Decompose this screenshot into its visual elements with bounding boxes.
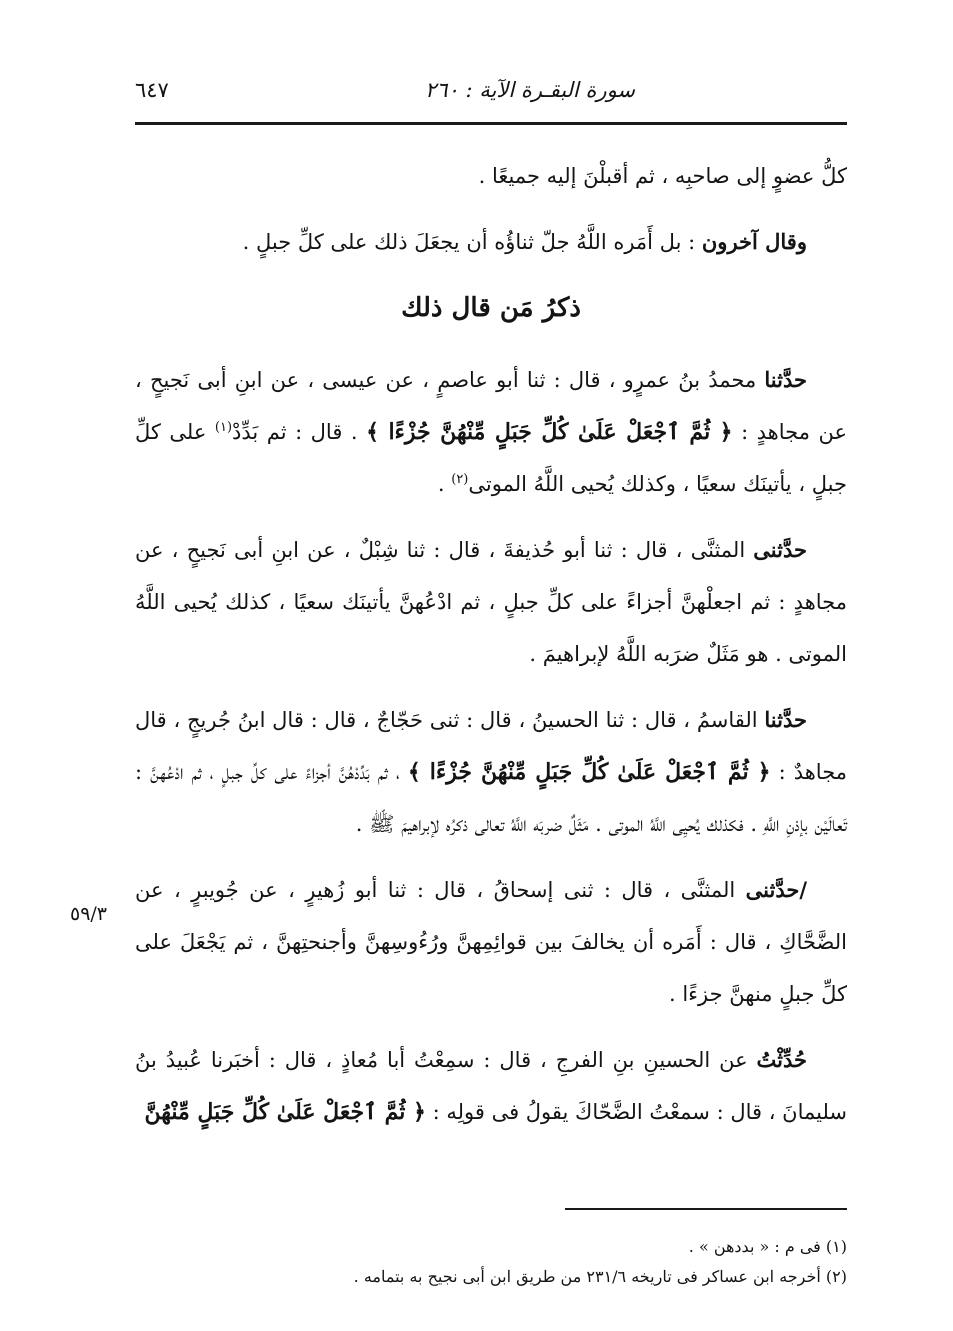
paragraph: [135, 150, 847, 202]
quran-verse: ﴿ ثُمَّ ٱجْعَلْ عَلَىٰ كُلِّ جَبَلٍ مِّنْهُنَّ جُزْءًا ﴾: [407, 759, 771, 785]
text-segment: المثنَّى ، قال : ثنا أبو حُذيفةَ ، قال : ثنا شِبْلٌ ، عن ابنِ أبى نَجيحٍ ، عن مجاهدٍ : ثم اجعلْهنَّ أجزاءً على كلِّ جبلٍ ، ثم ادْعُهنَّ يأتينَك سعيًا ، كذلك يُحيى اللَّهُ الموتى . هو مَثَلٌ ضرَبه اللَّهُ لإبراهيمَ .: [135, 538, 847, 666]
narration-keyword: /حدَّثنى: [745, 877, 807, 902]
text-segment: .: [437, 472, 452, 496]
footnote-2: (٢) أخرجه ابن عساكر فى تاريخه ٢٣١/٦ من طريق ابن أبى نجيح به بتمامه .: [353, 1267, 847, 1286]
footnote-reference: (١): [214, 420, 233, 435]
text-segment: محمدُ بنُ عمرٍو ، قال : ثنا أبو عاصمٍ ، عن عيسى ، عن ابنِ أبى نَجيحٍ ، عن مجاهدٍ :: [135, 368, 847, 444]
paragraph: [135, 864, 847, 1020]
quran-verse: ﴿ ثُمَّ ٱجْعَلْ عَلَىٰ كُلِّ جَبَلٍ مِّنْهُنَّ: [144, 1099, 426, 1125]
section-heading: [135, 282, 847, 334]
paragraph: [135, 216, 847, 268]
text-segment: كلُّ عضوٍ إلى صاحبِه ، ثم أقبلْنَ إليه جميعًا .: [478, 164, 847, 188]
page-header: [135, 66, 847, 116]
text-segment: : بل أَمَره اللَّهُ جلّ ثناؤُه أن يجعَلَ ذلك على كلِّ جبلٍ .: [242, 230, 702, 254]
narration-keyword: حدَّثنا: [764, 707, 807, 732]
quran-verse: ﴿ ثُمَّ ٱجْعَلْ عَلَىٰ كُلِّ جَبَلٍ مِّنْهُنَّ جُزْءًا ﴾: [366, 419, 733, 445]
body-text: [135, 150, 847, 1152]
footnotes: [135, 1232, 847, 1292]
footnote-rule: [565, 1208, 847, 1210]
text-segment: القاسمُ ، قال : ثنا الحسينُ ، قال : ثنى حَجّاجٌ ، قال : قال ابنُ جُريجٍ ، قال مجاهدٌ :: [135, 708, 847, 784]
text-segment: عن الحسينِ بنِ الفرجِ ، قال : سمِعْتُ أبا مُعاذٍ ، قال : أخبَرنا عُبيدُ بنُ سليمانَ ، قال : سمعْتُ الضَّحّاكَ يقولُ فى قولِه :: [135, 1048, 847, 1124]
narration-keyword: حُدِّثْتُ: [756, 1047, 807, 1072]
narration-keyword: حدَّثنا: [764, 367, 807, 392]
text-segment: ذكرُ مَن قال ذلك: [401, 293, 581, 323]
paragraph: [135, 694, 847, 850]
narration-keyword: وقال آخرون: [701, 229, 807, 254]
text-segment: المثنَّى ، قال : ثنى إسحاقُ ، قال : ثنا أبو زُهيرٍ ، عن جُويبرٍ ، عن الضَّحَّاكِ ، قال : أَمَره أن يخالفَ بين قوائِمِهنَّ ورُءُوسِهنَّ وأجنحتِهنَّ ، ثم يَجْعَلَ على كلِّ جبلٍ منهنَّ جزءًا .: [135, 878, 847, 1006]
page-number: ٦٤٧: [135, 78, 169, 102]
paragraph: [135, 354, 847, 510]
footnote-reference: (٢): [451, 472, 469, 487]
header-rule: [135, 122, 847, 125]
margin-volume-page-note: ٥٩/٣: [70, 903, 108, 925]
paragraph: [135, 1034, 847, 1138]
running-title: سورة البقـرة الآية : ٢٦٠: [424, 78, 636, 102]
text-segment: . قال : ثم بَدِّدْ: [232, 420, 367, 444]
paragraph: [135, 524, 847, 680]
text-segment: على كلِّ جبلٍ ، يأتينَك سعيًا ، وكذلك يُحيى اللَّهُ الموتى: [135, 420, 847, 496]
footnote-1: (١) فى م : « بددهن » .: [688, 1237, 847, 1256]
narration-keyword: حدَّثنى: [753, 537, 807, 562]
text-segment: ، ثم بَدِّدْهُنَّ أجزاءً على كلِّ جبلٍ ، ثم ادْعُهنَّ : تَعالَيْن بإذنِ اللَّهِ . فكذلك يُحيِى اللَّهُ الموتى . مَثَلٌ ضربَه اللَّهُ تعالى ذكرُه لإبراهيمَ ﷺ .: [135, 760, 847, 836]
